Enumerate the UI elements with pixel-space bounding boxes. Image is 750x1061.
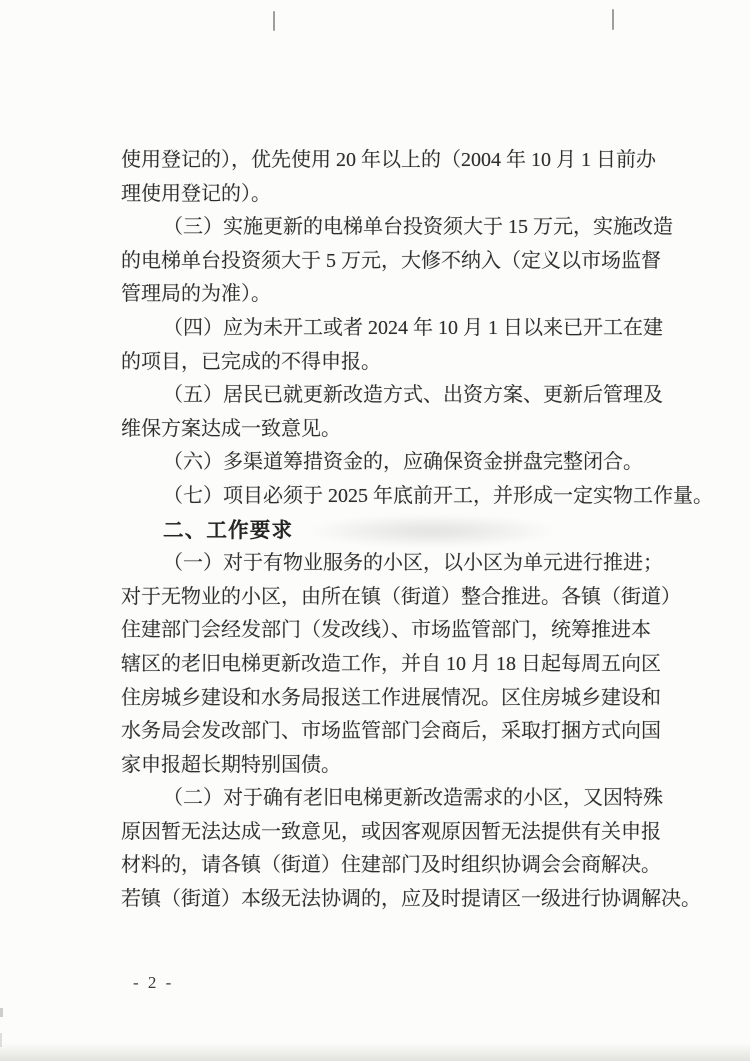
text-line: 住建部门会经发部门（发改线）、市场监管部门，统筹推进本 [121,619,651,642]
text-line: 管理局的为准）。 [121,283,271,306]
text-line: （五）居民已就更新改造方式、出资方案、更新后管理及 [163,384,663,407]
text-line: 维保方案达成一致意见。 [121,417,341,440]
scan-speck [0,1008,3,1017]
text-line: （二）对于确有老旧电梯更新改造需求的小区，又因特殊 [163,787,663,810]
text-line: 原因暂无法达成一致意见，或因客观原因暂无法提供有关申报 [121,820,661,843]
text-line: 的项目，已完成的不得申报。 [121,350,381,373]
section-heading: 二、工作要求 [163,518,294,542]
text-line: 若镇（街道）本级无法协调的，应及时提请区一级进行协调解决。 [121,888,701,911]
scan-edge-shadow [0,1043,750,1061]
text-line: 材料的，请各镇（街道）住建部门及时组织协调会会商解决。 [121,854,661,877]
text-line: （一）对于有物业服务的小区，以小区为单元进行推进； [163,552,663,575]
scan-speck [0,1033,2,1047]
text-line: 住房城乡建设和水务局报送工作进展情况。区住房城乡建设和 [121,686,661,709]
document-body [121,144,713,917]
text-line: （三）实施更新的电梯单台投资须大于 15 万元，实施改造 [163,216,673,239]
text-line: （六）多渠道筹措资金的，应确保资金拼盘完整闭合。 [163,451,643,474]
page-number: - 2 - [133,973,174,992]
text-line: 辖区的老旧电梯更新改造工作，并自 10 月 18 日起每周五向区 [121,652,661,675]
text-line: 的电梯单台投资须大于 5 万元，大修不纳入（定义以市场监督 [121,249,661,272]
crop-mark-right [612,9,614,30]
crop-mark-left [273,11,275,31]
text-line: （七）项目必须于 2025 年底前开工，并形成一定实物工作量。 [163,484,713,507]
text-line: （四）应为未开工或者 2024 年 10 月 1 日以来已开工在建 [163,316,663,339]
text-line: 水务局会发改部门、市场监管部门会商后，采取打捆方式向国 [121,720,661,743]
text-line: 理使用登记的）。 [121,182,271,205]
text-line: 对于无物业的小区，由所在镇（街道）整合推进。各镇（街道） [121,585,681,608]
text-line: 使用登记的），优先使用 20 年以上的（2004 年 10 月 1 日前办 [121,149,656,171]
text-line: 家申报超长期特别国债。 [121,753,341,776]
